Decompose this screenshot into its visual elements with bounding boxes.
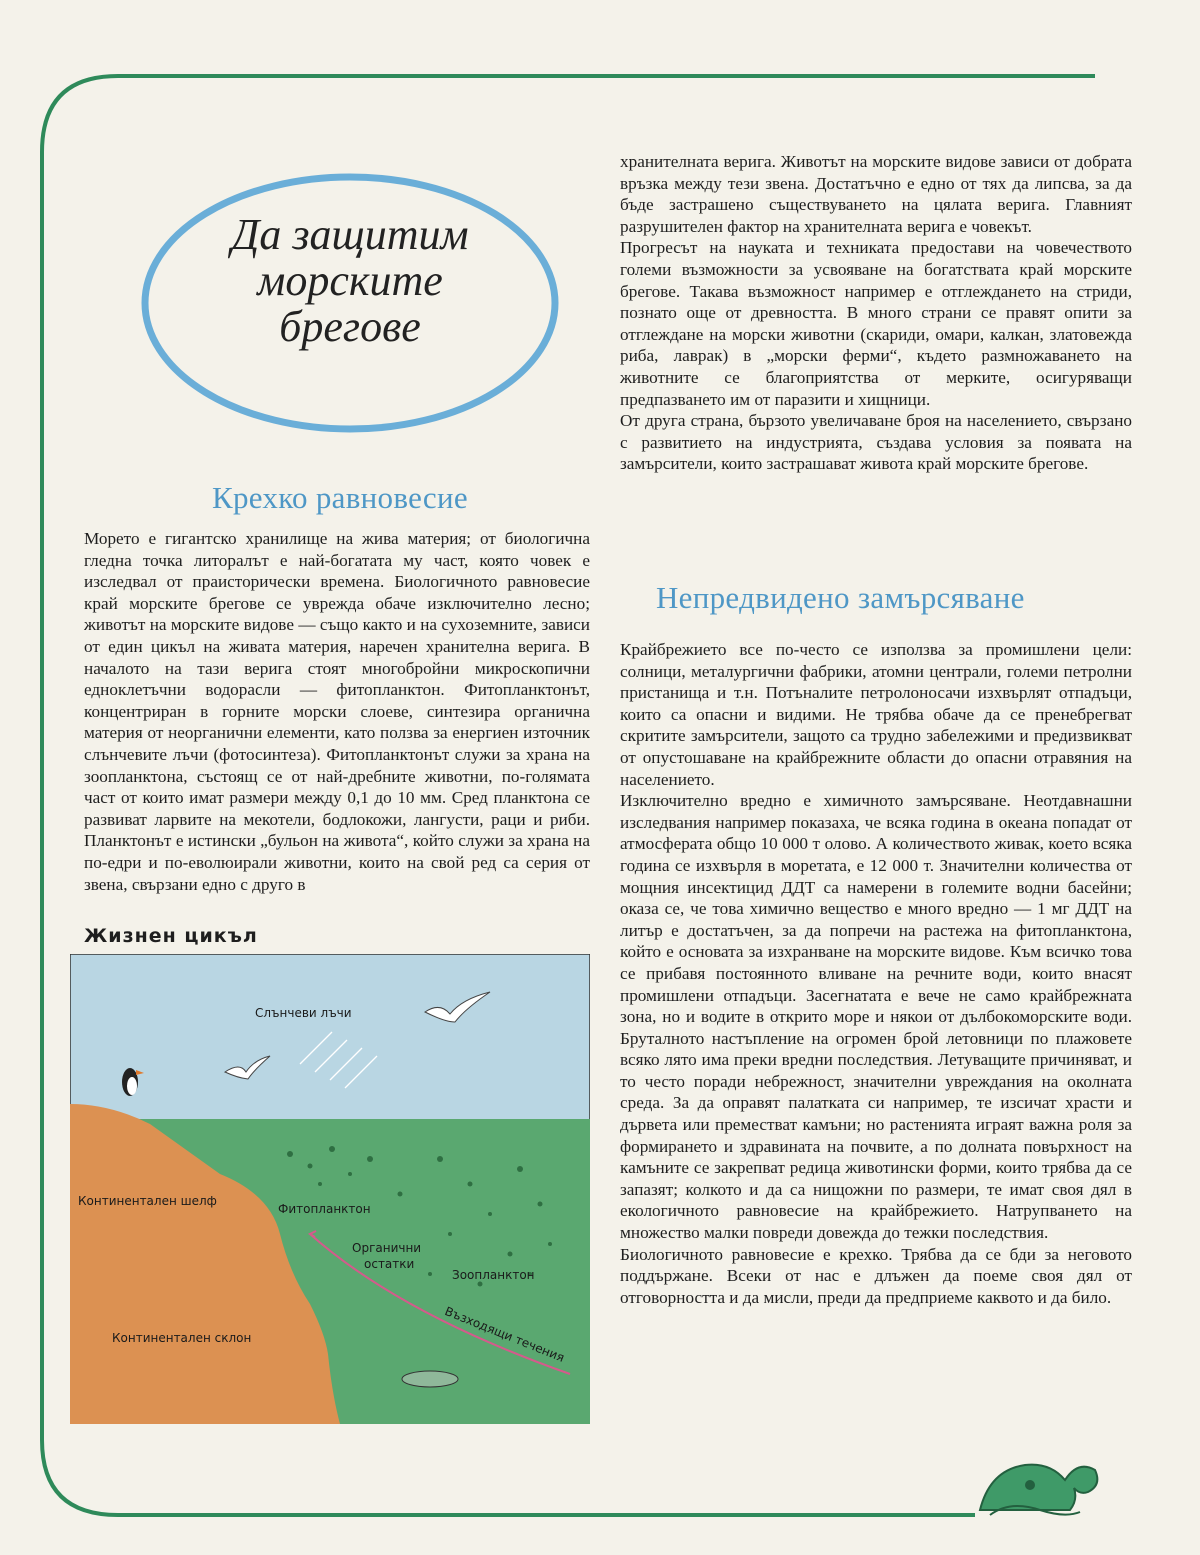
paragraph: хранителната верига. Животът на морските видове зависи от добрата връзка между тези звена. Достатъчно е едно от тях да липсва, за да бъде застрашено съществуването на цялата верига. Главният разрушителен фактор на хранителната верига е човекът. [620,152,1132,236]
illustration-drawing [70,954,590,1424]
right-column-top-text [620,151,1132,475]
section-heading-fragile-balance: Крехко равновесие [212,480,468,515]
label-sun-rays: Слънчеви лъчи [255,1006,352,1020]
paragraph: Крайбрежието все по-често се използва за промишлени цели: солници, металургични фабрики, атомни централи, големи петролни пристанища и т.н. Потъналите петролоносачи изхвърлят отпадъци, които са опасни и видими. Не трябва обаче да се пренебрегват скритите замърсители, защото са трудно забележими и предизвикват от опустошаване на крайбрежните области до опасни отравяния на населението. [620,640,1132,789]
flatfish [402,1371,458,1387]
title-line-3: брегове [279,302,421,351]
label-continental-shelf: Континентален шелф [78,1194,217,1208]
label-organic-remains-2: остатки [364,1257,415,1271]
label-organic-remains-1: Органични [352,1241,422,1255]
label-upwelling: Възходящи течения [442,1304,567,1365]
life-cycle-illustration [70,954,590,1424]
right-column-bottom-text [620,639,1132,1308]
figure-title: Жизнен цикъл [84,925,258,947]
paragraph: Прогресът на науката и техниката предостави на човечеството големи възможности за усвояване на богатствата край морските брегове. Такава възможност например е отглеждането на стриди, познато още от древността. В много страни се правят опити за отглеждане на морски животни (скариди, омари, калкан, златовежда риба, лаврак) в „морски ферми“, където размножаването на животните се благоприятства от мерките, осигуряващи предпазването им от паразити и хищници. [620,238,1132,409]
title-line-2: морските [257,256,443,305]
paragraph: Изключително вредно е химичното замърсяване. Неотдавнашни изследвания например показаха, че всяка година в океана попадат от атмосферата общо 10 000 т олово. А количеството живак, което всяка година се изхвърля в моретата, е 12 000 т. Значителни количества от мощния инсектицид ДДТ са намерени в големите водни басейни; оказа се, че това химично вещество е много вредно — 1 мг ДДТ на литър е достатъчен, за да попречи на растежа на фитопланктона, който е основата за изхранване на морските видове. Към всичко това се прибавя постоянното вливане на речните води, които внасят промишлени отпадъци. Засегнатата е вече не само крайбрежната зона, но и водите в открито море и някои от дълбокоморските води. Бруталното настъпление на огромен брой летовници по плажовете всяко лято има преки вредни последствия. Летуващите причиняват, и то често поради небрежност, значителни увреждания на околната среда. За да оправят палатката си например, те изсичат храсти и дървета или преместват камъни; но растенията играят важна роля за формирането и здравината на почвите, а по долната повърхност на камъните се закрепват редица животински форми, които трябва да се запазят; колкото и да са нищожни по размери, те имат своя дял в екологичното равновесие на крайбрежието. Натрупването на множество малки повреди довежда до тежки последствия. [620,791,1132,1243]
paragraph: От друга страна, бързото увеличаване броя на населението, свързано с развитието на индустрията, създава условия за появата на замърсители, които застрашават живота край морските брегове. [620,411,1132,474]
sea-creature-ornament [970,1430,1105,1525]
label-phytoplankton: Фитопланктон [278,1202,371,1216]
label-zooplankton: Зоопланктон [452,1268,535,1282]
title-line-1: Да защитим [231,210,469,259]
section-heading-unforeseen-pollution: Непредвидено замърсяване [656,580,1025,615]
paragraph: Биологичното равновесие е крехко. Трябва да се бди за неговото поддържане. Всеки от нас е длъжен да поеме своя дял от отговорността и да мисли, преди да предприеме каквото и да било. [620,1244,1132,1307]
label-continental-slope: Континентален склон [112,1331,252,1345]
page-title [200,212,500,350]
left-column-text [84,528,590,895]
paragraph: Морето е гигантско хранилище на жива материя; от биологична гледна точка литоралът е най-богатата му част, която човек е изследвал от праисторически времена. Биологичното равновесие край морските брегове се уврежда обаче изключително лесно; животът на морските видове — също както и на сухоземните, зависи от един цикъл на живата материя, наречен хранителна верига. В началото на тази верига стоят многобройни микроскопични едноклетъчни водорасли — фитопланктон. Фитопланктонът, концентриран в горните морски слоеве, синтезира органична материя от неорганични елементи, като ползва за енергиен източник слънчевите лъчи (фотосинтеза). Фитопланктонът служи за храна на зоопланктона, състоящ се от най-дребните животни, по-голямата част от които имат размери между 0,1 до 10 мм. Сред планктона се развиват ларвите на мекотели, бодлокожи, лангусти, раци и риби. Планктонът е истински „бульон на живота“, който служи за храна на по-едри и по-еволюирали животни, които на свой ред са серия от звена, свързани едно с друго в [84,529,590,894]
